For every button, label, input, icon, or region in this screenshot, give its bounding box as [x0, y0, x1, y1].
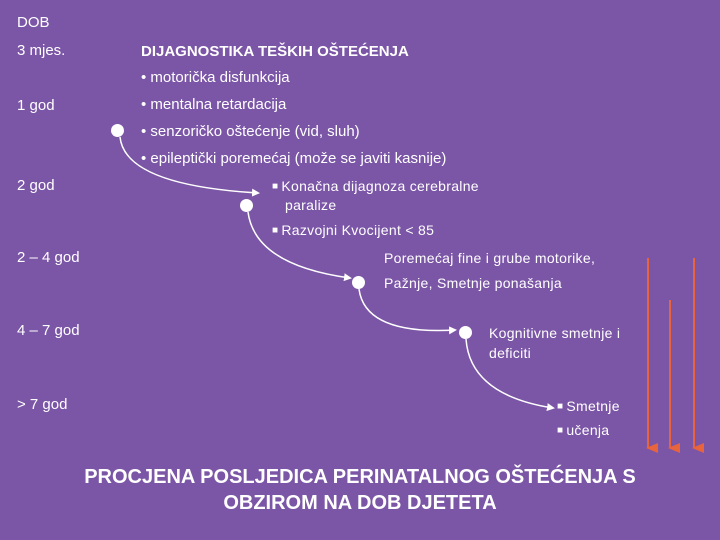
block4-item: deficiti	[489, 345, 532, 361]
bullet-square-icon: ■	[557, 425, 564, 436]
slide-title-line-1: PROCJENA POSLJEDICA PERINATALNOG OŠTEĆENJA S	[84, 466, 636, 488]
block1-item: • epileptički poremećaj (može se javiti kasnije)	[141, 150, 447, 167]
bullet-square-icon: ■	[272, 181, 279, 192]
block5-item-text: učenja	[566, 422, 610, 438]
age-label-over-7-years: > 7 god	[17, 396, 68, 413]
age-label-2-4-years: 2 – 4 god	[17, 249, 80, 266]
curved-arrow-3	[359, 289, 455, 330]
bullet-square-icon: ■	[557, 401, 564, 412]
block1-item: • mentalna retardacija	[141, 96, 287, 113]
age-label-2-years: 2 god	[17, 177, 55, 194]
curved-arrow-4	[466, 339, 553, 408]
age-label-1-year: 1 god	[17, 97, 55, 114]
block1-item: • senzoričko oštećenje (vid, sluh)	[141, 123, 360, 140]
block1-title: DIJAGNOSTIKA TEŠKIH OŠTEĆENJA	[141, 43, 409, 60]
age-label-3-months: 3 mjes.	[17, 42, 66, 59]
slide-title	[0, 464, 720, 516]
block1-item: • motorička disfunkcija	[141, 69, 290, 86]
block2-item-text: Razvojni Kvocijent < 85	[281, 222, 435, 238]
slide-title-line-2: OBZIROM NA DOB DJETETA	[223, 492, 497, 514]
bullet-square-icon: ■	[272, 225, 279, 236]
block5-item-text: Smetnje	[566, 398, 620, 414]
curved-arrow-2	[248, 212, 350, 278]
block3-item: Poremećaj fine i grube motorike,	[384, 250, 596, 266]
age-column-header: DOB	[17, 14, 50, 31]
block3-item: Pažnje, Smetnje ponašanja	[384, 275, 562, 291]
block2-item-continued: paralize	[285, 197, 337, 213]
block4-item: Kognitivne smetnje i	[489, 325, 621, 341]
age-label-4-7-years: 4 – 7 god	[17, 322, 80, 339]
curved-arrow-1	[120, 137, 258, 193]
block2-item-text: Konačna dijagnoza cerebralne	[281, 178, 479, 194]
